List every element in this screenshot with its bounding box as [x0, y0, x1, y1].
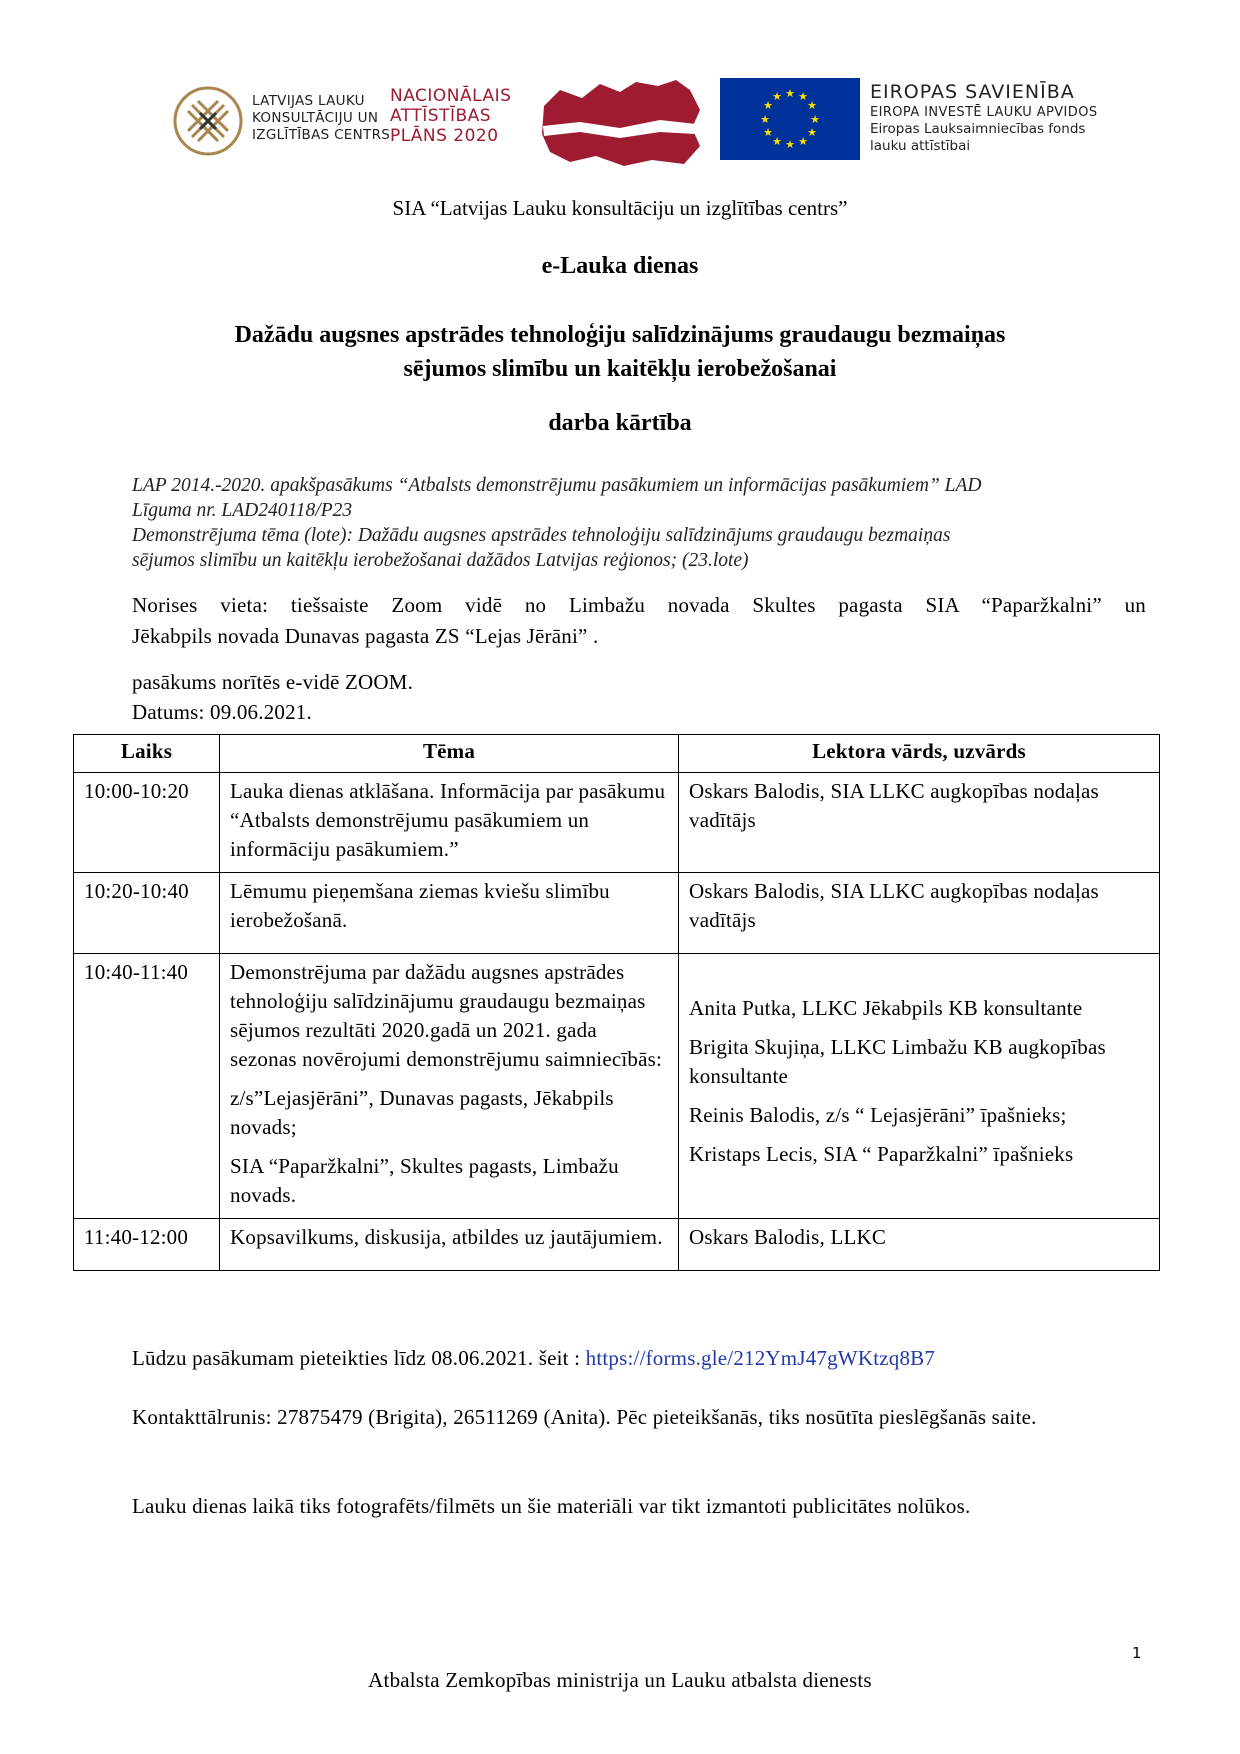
event-date: Datums: 09.06.2021.	[132, 700, 312, 724]
row-topic: Lēmumu pieņemšana ziemas kviešu slimību ierobežošanā.	[220, 873, 679, 954]
venue-line-2: Jēkabpils novada Dunavas pagasta ZS “Lejas Jērāni” .	[132, 624, 599, 648]
table-row	[74, 773, 1160, 873]
event-heading: e-Lauka dienas	[541, 253, 699, 279]
svg-text:★: ★	[763, 126, 773, 139]
latvia-flag-map-icon	[540, 76, 705, 168]
svg-text:★: ★	[785, 87, 795, 100]
row-lecturer: Oskars Balodis, LLKC	[679, 1219, 1160, 1271]
eu-flag-icon	[720, 78, 860, 160]
table-row	[74, 1219, 1160, 1271]
llkc-logo	[170, 83, 400, 158]
row-time: 10:40-11:40	[74, 954, 220, 1219]
row-lecturer: Oskars Balodis, SIA LLKC augkopības nodaļas vadītājs	[679, 873, 1160, 954]
eu-logo-text: EIROPAS SAVIENĪBA EIROPA INVESTĒ LAUKU APVIDOS Eiropas Lauksaimniecības fonds lauku attīstībai	[870, 81, 1098, 154]
header-lecturer: Lektora vārds, uzvārds	[679, 735, 1160, 773]
agenda-heading: darba kārtība	[548, 410, 692, 436]
svg-text:★: ★	[798, 135, 808, 148]
llkc-logo-text: LATVIJAS LAUKU KONSULTĀCIJU UN IZGLĪTĪBAS CENTRS	[252, 93, 391, 143]
table-header-row	[74, 735, 1160, 773]
registration-text: Lūdzu pasākumam pieteikties līdz 08.06.2021. šeit : https://forms.gle/212YmJ47gWKtzq8B7	[132, 1346, 936, 1370]
row-time: 11:40-12:00	[74, 1219, 220, 1271]
page-footer: Atbalsta Zemkopības ministrija un Lauku atbalsta dienests	[368, 1668, 872, 1692]
svg-text:★: ★	[760, 113, 770, 126]
event-format: pasākums norītēs e-vidē ZOOM.	[132, 670, 414, 694]
row-time: 10:20-10:40	[74, 873, 220, 954]
svg-text:★: ★	[807, 126, 817, 139]
event-info	[132, 667, 413, 727]
llkc-emblem-icon	[170, 83, 246, 159]
svg-text:★: ★	[807, 99, 817, 112]
svg-text:★: ★	[810, 113, 820, 126]
row-lecturer: Anita Putka, LLKC Jēkabpils KB konsultante Brigita Skujiņa, LLKC Limbažu KB augkopības konsultante Reinis Balodis, z/s “ Lejasjērāni” īpašnieks; Kristaps Lecis, SIA “ Paparžkalni” īpašnieks	[679, 954, 1160, 1219]
table-row	[74, 954, 1160, 1219]
svg-text:★: ★	[772, 90, 782, 103]
header-topic: Tēma	[220, 735, 679, 773]
logo-bar	[170, 68, 1130, 168]
row-lecturer: Oskars Balodis, SIA LLKC augkopības nodaļas vadītājs	[679, 773, 1160, 873]
svg-text:★: ★	[785, 138, 795, 151]
photo-notice: Lauku dienas laikā tiks fotografēts/filmēts un šie materiāli var tikt izmantoti publicitātes nolūkos.	[132, 1494, 971, 1518]
page-number: 1	[1132, 1644, 1142, 1662]
svg-text:★: ★	[763, 99, 773, 112]
row-topic: Kopsavilkums, diskusija, atbildes uz jautājumiem.	[220, 1219, 679, 1271]
header-time: Laiks	[74, 735, 220, 773]
organization-name: SIA “Latvijas Lauku konsultāciju un izglītības centrs”	[392, 196, 848, 220]
row-topic: Lauka dienas atklāšana. Informācija par pasākumu “Atbalsts demonstrējumu pasākumiem un informāciju pasākumiem.”	[220, 773, 679, 873]
table-row	[74, 873, 1160, 954]
contacts-text: Kontakttālrunis: 27875479 (Brigita), 26511269 (Anita). Pēc pieteikšanās, tiks nosūtīta pieslēgšanās saite.	[132, 1405, 1037, 1429]
program-info: LAP 2014.-2020. apakšpasākums “Atbalsts demonstrējumu pasākumiem un informācijas pasākumiem” LAD Līguma nr. LAD240118/P23 Demonstrējuma tēma (lote): Dažādu augsnes apstrādes tehnoloģiju salīdzinājums graudaugu bezmaiņas sējumos slimību un kaitēkļu ierobežošanai dažādos Latvijas reģionos; (23.lote)	[132, 475, 982, 571]
svg-text:★: ★	[798, 90, 808, 103]
registration-link[interactable]: https://forms.gle/212YmJ47gWKtzq8B7	[585, 1346, 936, 1370]
row-topic: Demonstrējuma par dažādu augsnes apstrādes tehnoloģiju salīdzinājumu graudaugu bezmaiņas sējumos rezultāti 2020.gadā un 2021. gada sezonas novērojumi demonstrējumu saimniecībās: z/s”Lejasjērāni”, Dunavas pagasts, Jēkabpils novads; SIA “Paparžkalni”, Skultes pagasts, Limbažu novads.	[220, 954, 679, 1219]
venue-line-1: Norises vieta: tiešsaiste Zoom vidē no Limbažu novada Skultes pagasta SIA “Paparžkalni” un	[132, 593, 1146, 617]
nap2020-logo-text: NACIONĀLAIS ATTĪSTĪBAS PLĀNS 2020	[390, 86, 512, 146]
document-title: Dažādu augsnes apstrādes tehnoloģiju salīdzinājums graudaugu bezmaiņas sējumos slimību un kaitēkļu ierobežošanai	[234, 322, 1006, 382]
svg-text:★: ★	[772, 135, 782, 148]
row-time: 10:00-10:20	[74, 773, 220, 873]
schedule-table	[73, 734, 1160, 1271]
